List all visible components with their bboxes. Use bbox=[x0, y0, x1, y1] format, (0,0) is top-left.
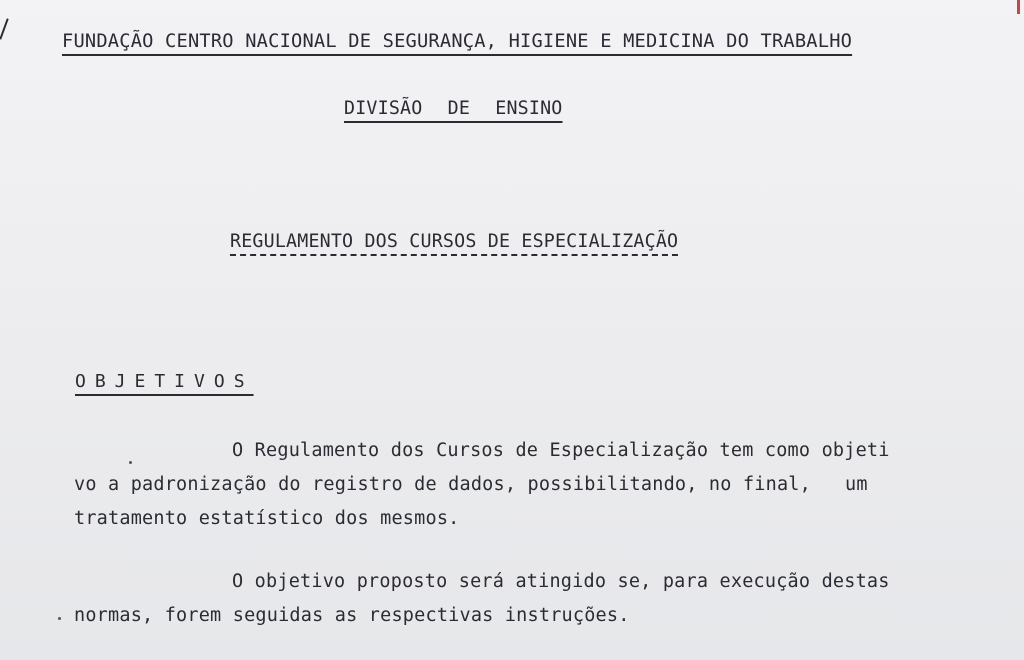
section-heading-objectives: OBJETIVOS bbox=[75, 371, 254, 392]
paragraph-2-line-2: normas, forem seguidas as respectivas instruções. bbox=[74, 605, 630, 626]
paragraph-1-line-2: vo a padronização do registro de dados, possibilitando, no final, um bbox=[74, 474, 868, 495]
paragraph-2-line-1: O objetivo proposto será atingido se, para execução destas bbox=[232, 571, 890, 592]
regulation-title: REGULAMENTO DOS CURSOS DE ESPECIALIZAÇÃO bbox=[230, 231, 679, 252]
paper-speck bbox=[58, 617, 61, 620]
paragraph-1-line-1: O Regulamento dos Cursos de Especialização tem como objeti bbox=[232, 440, 890, 461]
paper-speck bbox=[129, 461, 132, 464]
division-title: DIVISÃO DE ENSINO bbox=[344, 98, 563, 119]
paragraph-1-line-3: tratamento estatístico dos mesmos. bbox=[74, 508, 460, 529]
red-pen-mark bbox=[1017, 0, 1020, 14]
pen-mark bbox=[0, 18, 9, 39]
organization-title: FUNDAÇÃO CENTRO NACIONAL DE SEGURANÇA, HIGIENE E MEDICINA DO TRABALHO bbox=[62, 31, 853, 52]
